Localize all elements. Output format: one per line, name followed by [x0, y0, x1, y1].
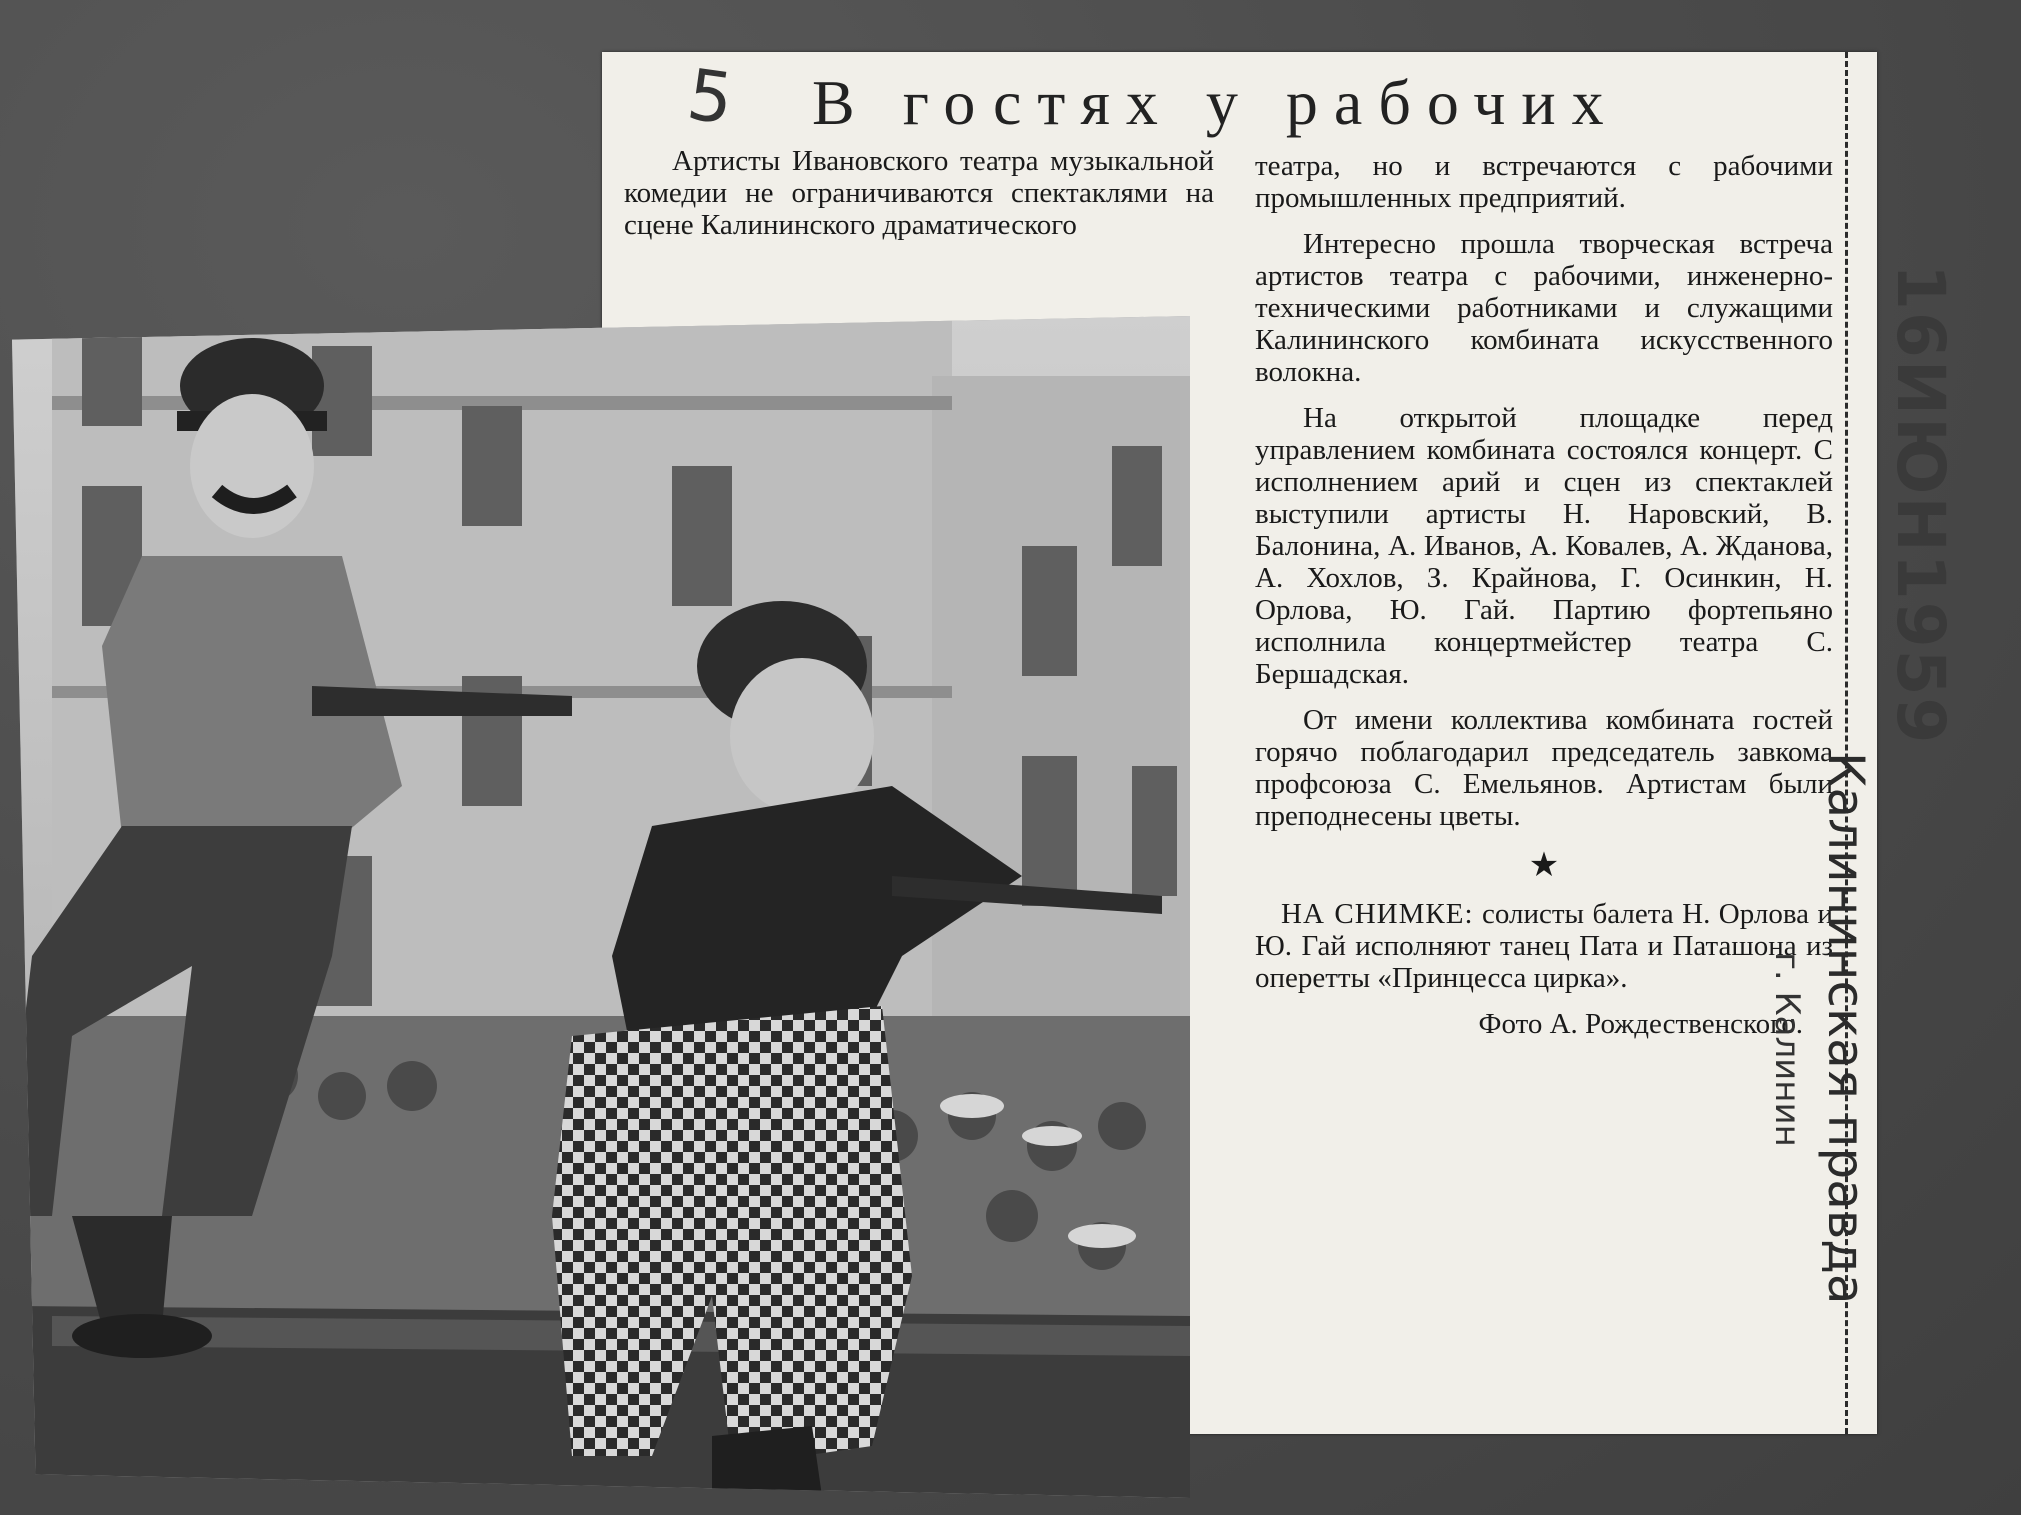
- caption-label: НА СНИМКЕ:: [1281, 898, 1474, 930]
- intro-text-left: Артисты Ивановского театра музыкальной комедии не ограничиваются спектаклями на сцене Калининского драматического: [624, 145, 1214, 241]
- article-photograph: [12, 316, 1190, 1498]
- paragraph-2: На открытой площадке перед управлением комбината состоялся концерт. С исполнением арий и сцен из спектаклей выступили артисты Н. Наровский, В. Балонина, А. Иванов, А. Ковалев, А. Жданова, А. Хохлов, З. Крайнова, Г. Осинкин, Н. Орлова, Ю. Гай. Партию фортепьяно исполнила концертмейстер театра С. Бершадская.: [1255, 402, 1833, 690]
- date-stamp: 16ИЮН1959: [1882, 264, 1959, 746]
- article-column-right: [1255, 150, 1833, 1450]
- paragraph-1: Интересно прошла творческая встреча артистов театра с рабочими, инженерно-техническими работниками и служащими Калининского комбината искусственного волокна.: [1255, 228, 1833, 388]
- paragraph-3: От имени коллектива комбината гостей горячо поблагодарил председатель завкома профсоюза С. Емельянов. Артистам были преподнесены цветы.: [1255, 704, 1833, 832]
- newspaper-city: г. Калинин: [1767, 952, 1807, 1147]
- star-separator: ★: [1528, 847, 1560, 884]
- article-title: В гостях у рабочих: [812, 67, 1620, 138]
- pencil-mark: 5: [682, 53, 739, 141]
- photograph-illustration: [12, 316, 1190, 1498]
- photo-credit: Фото А. Рождественского.: [1478, 1008, 1803, 1040]
- newspaper-name: Калининская правда: [1817, 752, 1875, 1305]
- photo-caption: [1255, 898, 1833, 1040]
- caption-text: солисты балета Н. Орлова и Ю. Гай исполняют танец Пата и Паташона из оперетты «Принцесса цирка».: [1255, 898, 1834, 994]
- intro-column-left: [624, 145, 1214, 325]
- intro-text-right: театра, но и встречаются с рабочими промышленных предприятий.: [1255, 150, 1833, 214]
